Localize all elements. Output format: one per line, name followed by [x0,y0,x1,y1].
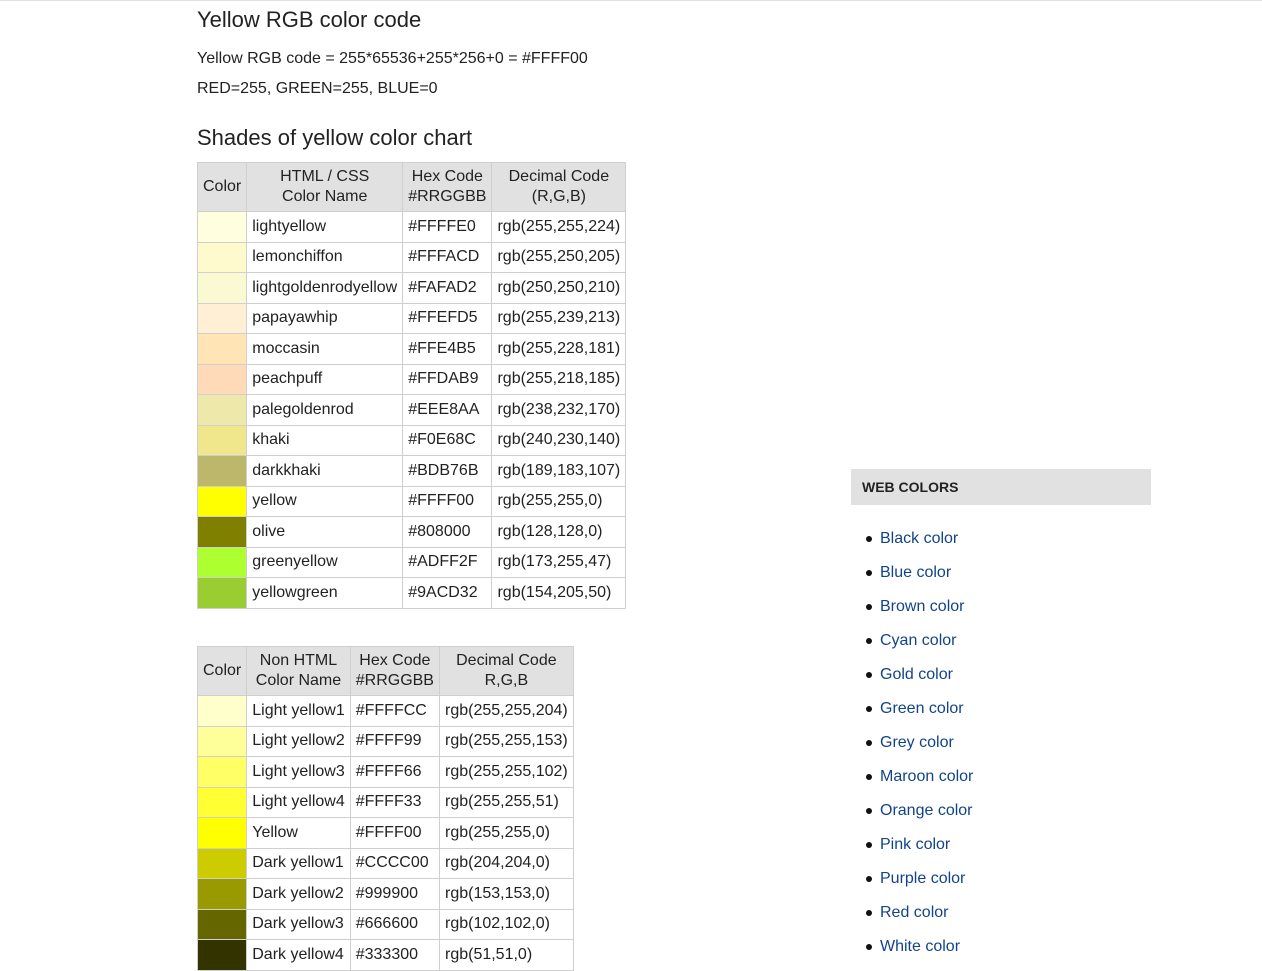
table-row [198,486,626,517]
decimal-code-cell: rgb(154,205,50) [492,578,626,609]
color-swatch [198,787,247,818]
decimal-code-cell: rgb(255,255,0) [492,486,626,517]
sidebar-link-item [851,658,1151,692]
decimal-code-cell: rgb(240,230,140) [492,425,626,456]
hex-code-cell: #333300 [350,940,439,971]
hex-code-cell: #FFFF99 [350,726,439,757]
color-link[interactable]: Pink color [880,836,951,853]
color-swatch [198,273,247,304]
decimal-code-cell: rgb(255,255,224) [492,212,626,243]
color-link[interactable]: Grey color [880,734,954,751]
color-link[interactable]: Orange color [880,802,973,819]
sidebar-link-item [851,760,1151,794]
hex-code-cell: #9ACD32 [403,578,492,609]
sidebar-link-item [851,624,1151,658]
decimal-code-cell: rgb(255,250,205) [492,242,626,273]
color-name-cell: lightgoldenrodyellow [247,273,403,304]
color-swatch [198,547,247,578]
color-swatch [198,940,247,971]
table-row [198,242,626,273]
decimal-code-cell: rgb(255,228,181) [492,334,626,365]
color-swatch [198,212,247,243]
decimal-code-cell: rgb(255,255,153) [439,726,573,757]
bullet-icon [866,944,872,950]
hex-code-cell: #FFFF33 [350,787,439,818]
color-name-cell: olive [247,517,403,548]
column-header: Color [198,647,247,696]
column-header: HTML / CSS Color Name [247,163,403,212]
hex-code-cell: #FFEFD5 [403,303,492,334]
bullet-icon [866,706,872,712]
color-name-cell: papayawhip [247,303,403,334]
color-swatch [198,456,247,487]
hex-code-cell: #666600 [350,909,439,940]
shades-chart-heading: Shades of yellow color chart [197,125,473,150]
color-link[interactable]: Purple color [880,870,966,887]
color-swatch [198,242,247,273]
table-row [198,273,626,304]
color-swatch [198,696,247,727]
hex-code-cell: #FAFAD2 [403,273,492,304]
table-row [198,940,574,971]
decimal-code-cell: rgb(255,255,0) [439,818,573,849]
decimal-code-cell: rgb(128,128,0) [492,517,626,548]
sidebar-link-item [851,930,1151,964]
table-row [198,395,626,426]
hex-code-cell: #BDB76B [403,456,492,487]
rgb-values-line: RED=255, GREEN=255, BLUE=0 [197,80,438,97]
decimal-code-cell: rgb(153,153,0) [439,879,573,910]
color-swatch [198,848,247,879]
color-name-cell: peachpuff [247,364,403,395]
table-row [198,456,626,487]
color-link[interactable]: Gold color [880,666,953,683]
sidebar-link-item [851,828,1151,862]
column-header: Decimal Code R,G,B [439,647,573,696]
color-name-cell: lightyellow [247,212,403,243]
sidebar-link-item [851,556,1151,590]
color-name-cell: darkkhaki [247,456,403,487]
decimal-code-cell: rgb(255,218,185) [492,364,626,395]
rgb-code-line: Yellow RGB code = 255*65536+255*256+0 = #FFFF00 [197,50,588,67]
decimal-code-cell: rgb(255,239,213) [492,303,626,334]
hex-code-cell: #FFFF66 [350,757,439,788]
sidebar-link-item [851,590,1151,624]
color-swatch [198,517,247,548]
table-row [198,547,626,578]
column-header: Decimal Code (R,G,B) [492,163,626,212]
decimal-code-cell: rgb(51,51,0) [439,940,573,971]
hex-code-cell: #FFFF00 [403,486,492,517]
sidebar-link-item [851,692,1151,726]
color-name-cell: Yellow [247,818,351,849]
bullet-icon [866,536,872,542]
decimal-code-cell: rgb(238,232,170) [492,395,626,426]
table-row [198,787,574,818]
color-swatch [198,425,247,456]
web-colors-sidebar [851,469,1151,964]
hex-code-cell: #F0E68C [403,425,492,456]
color-link[interactable]: White color [880,938,961,955]
color-name-cell: khaki [247,425,403,456]
hex-code-cell: #FFFACD [403,242,492,273]
top-divider [0,0,1262,1]
color-name-cell: Light yellow1 [247,696,351,727]
color-name-cell: Dark yellow3 [247,909,351,940]
color-swatch [198,879,247,910]
color-swatch [198,395,247,426]
hex-code-cell: #FFFFCC [350,696,439,727]
hex-code-cell: #EEE8AA [403,395,492,426]
table-row [198,334,626,365]
color-name-cell: yellowgreen [247,578,403,609]
table-header-row [198,647,574,696]
web-colors-list [851,522,1151,964]
table-row [198,578,626,609]
color-name-cell: palegoldenrod [247,395,403,426]
color-link[interactable]: Red color [880,904,949,921]
hex-code-cell: #CCCC00 [350,848,439,879]
decimal-code-cell: rgb(250,250,210) [492,273,626,304]
bullet-icon [866,740,872,746]
sidebar-link-item [851,896,1151,930]
color-swatch [198,364,247,395]
color-swatch [198,334,247,365]
color-link[interactable]: Black color [880,530,959,547]
color-link[interactable]: Blue color [880,564,952,581]
color-name-cell: moccasin [247,334,403,365]
decimal-code-cell: rgb(204,204,0) [439,848,573,879]
table-row [198,212,626,243]
color-swatch [198,757,247,788]
bullet-icon [866,638,872,644]
hex-code-cell: #ADFF2F [403,547,492,578]
table-row [198,818,574,849]
html-colors-table [197,162,626,609]
decimal-code-cell: rgb(255,255,51) [439,787,573,818]
bullet-icon [866,876,872,882]
table-row [198,425,626,456]
sidebar-title: WEB COLORS [851,469,1151,505]
color-swatch [198,578,247,609]
table-row [198,757,574,788]
color-name-cell: Light yellow3 [247,757,351,788]
color-name-cell: greenyellow [247,547,403,578]
bullet-icon [866,604,872,610]
hex-code-cell: #FFE4B5 [403,334,492,365]
table-header-row [198,163,626,212]
color-link[interactable]: Maroon color [880,768,974,785]
color-swatch [198,909,247,940]
hex-code-cell: #FFFFE0 [403,212,492,243]
color-name-cell: Dark yellow2 [247,879,351,910]
decimal-code-cell: rgb(102,102,0) [439,909,573,940]
column-header: Hex Code #RRGGBB [403,163,492,212]
color-link[interactable]: Cyan color [880,632,957,649]
decimal-code-cell: rgb(173,255,47) [492,547,626,578]
table-row [198,517,626,548]
sidebar-link-item [851,794,1151,828]
sidebar-link-item [851,726,1151,760]
color-swatch [198,726,247,757]
table-row [198,909,574,940]
column-header: Color [198,163,247,212]
color-swatch [198,486,247,517]
table-row [198,303,626,334]
table-row [198,364,626,395]
color-swatch [198,303,247,334]
bullet-icon [866,910,872,916]
color-swatch [198,818,247,849]
bullet-icon [866,570,872,576]
sidebar-link-item [851,862,1151,896]
color-name-cell: Light yellow2 [247,726,351,757]
color-name-cell: Dark yellow4 [247,940,351,971]
hex-code-cell: #999900 [350,879,439,910]
rgb-heading: Yellow RGB color code [197,7,422,32]
decimal-code-cell: rgb(255,255,102) [439,757,573,788]
column-header: Non HTML Color Name [247,647,351,696]
color-link[interactable]: Green color [880,700,964,717]
non-html-colors-table [197,646,574,971]
sidebar-link-item [851,522,1151,556]
table-row [198,726,574,757]
hex-code-cell: #808000 [403,517,492,548]
color-name-cell: yellow [247,486,403,517]
color-name-cell: Light yellow4 [247,787,351,818]
color-link[interactable]: Brown color [880,598,965,615]
hex-code-cell: #FFFF00 [350,818,439,849]
decimal-code-cell: rgb(189,183,107) [492,456,626,487]
bullet-icon [866,774,872,780]
color-name-cell: Dark yellow1 [247,848,351,879]
bullet-icon [866,808,872,814]
hex-code-cell: #FFDAB9 [403,364,492,395]
table-row [198,696,574,727]
bullet-icon [866,842,872,848]
color-name-cell: lemonchiffon [247,242,403,273]
table-row [198,879,574,910]
bullet-icon [866,672,872,678]
column-header: Hex Code #RRGGBB [350,647,439,696]
table-row [198,848,574,879]
decimal-code-cell: rgb(255,255,204) [439,696,573,727]
